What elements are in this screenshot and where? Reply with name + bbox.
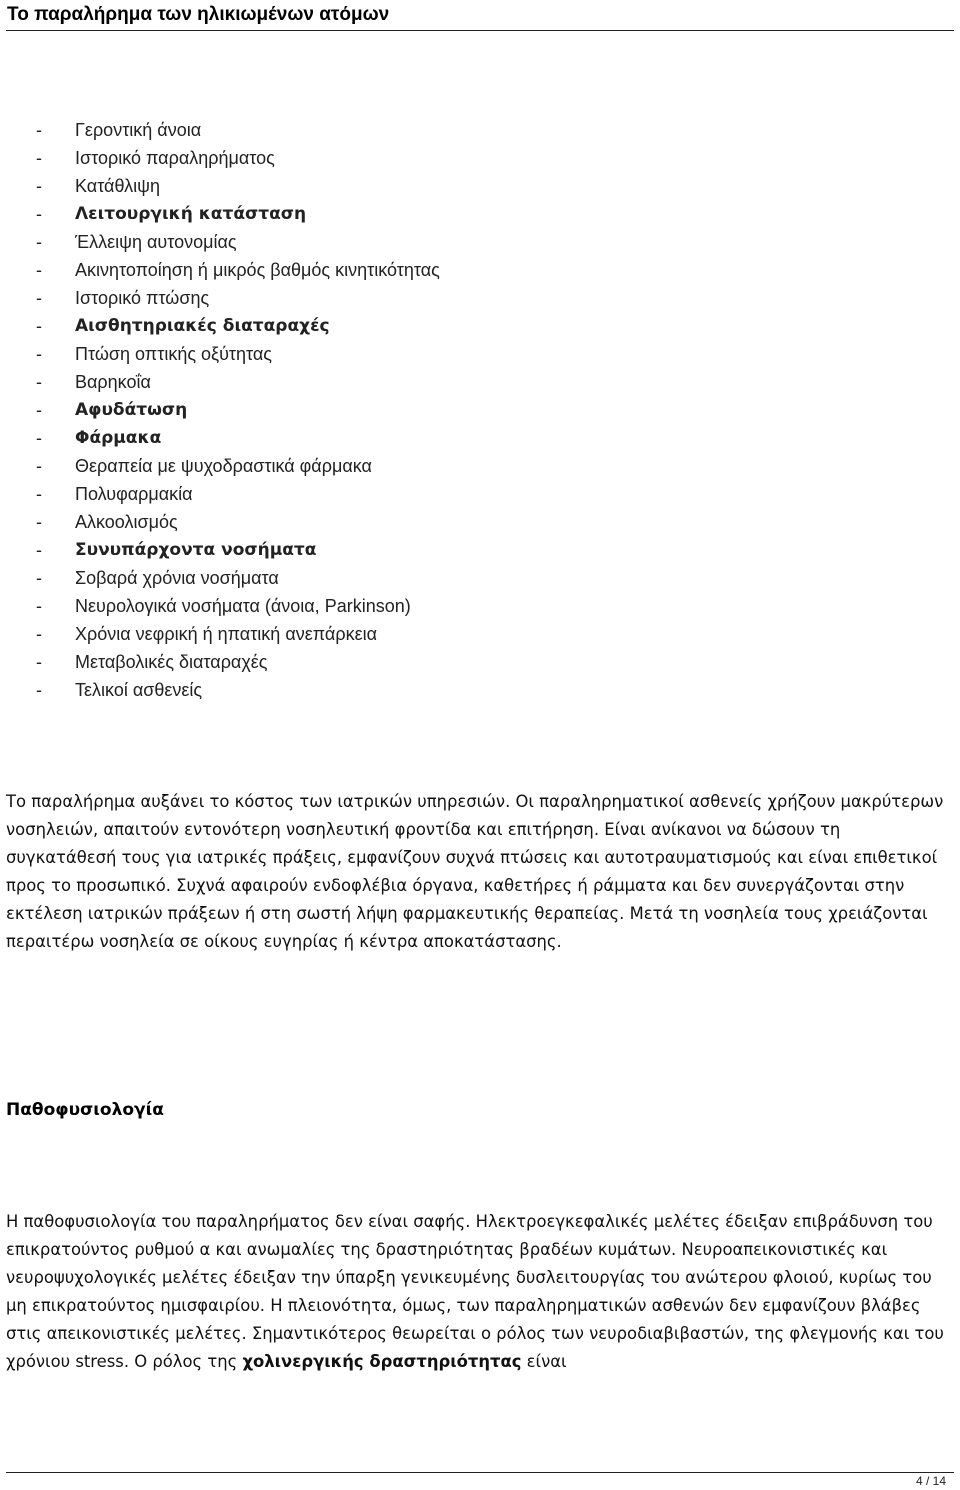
list-item-dash: -: [36, 456, 42, 476]
list-item-dash: -: [36, 232, 42, 252]
list-item-dash: -: [36, 652, 42, 672]
paragraph-pathophysiology-text: Η παθοφυσιολογία του παραληρήματος δεν είναι σαφής. Ηλεκτροεγκεφαλικές μελέτες έδειξαν επιβράδυνση του επικρατούντος ρυθμού α και ανωμαλίες της δραστηριότητας βραδέων κυμάτων. Νευροαπεικονιστικές και νευροψυχολογικές μελέτες έδειξαν την ύπαρξη γενικευμένης δυσλειτουργίας του ανώτερου φλοιού, κυρίως του μη επικρατούντος ημισφαιρίου. Η πλειονότητα, όμως, των παραληρηματικών ασθενών δεν εμφανίζουν βλάβες στις απεικονιστικές μελέτες. Σημαντικότερος θεωρείται ο ρόλος των νευροδιαβιβαστών, της φλεγμονής και του χρόνιου stress. Ο ρόλος της: [6, 1212, 944, 1371]
list-item-dash: -: [36, 512, 42, 532]
list-item-dash: -: [36, 568, 42, 588]
list-item-dash: -: [36, 624, 42, 644]
list-item-text: Κατάθλιψη: [75, 176, 160, 196]
document-title: Το παραλήρημα των ηλικιωμένων ατόμων: [7, 4, 390, 25]
list-item-dash: -: [36, 148, 42, 168]
list-item-text: Μεταβολικές διαταραχές: [75, 652, 268, 672]
list-item-text: Ιστορικό πτώσης: [75, 288, 210, 308]
paragraph-pathophysiology-tail: είναι: [521, 1352, 567, 1371]
list-item-dash: -: [36, 176, 42, 196]
footer-divider: [6, 1472, 954, 1473]
list-item-dash: -: [36, 596, 42, 616]
list-item-text: Τελικοί ασθενείς: [75, 680, 203, 700]
list-item-dash: -: [36, 288, 42, 308]
list-item-dash: -: [36, 680, 42, 700]
list-item-dash: -: [36, 344, 42, 364]
list-item-category: Λειτουργική κατάσταση: [75, 204, 307, 224]
paragraph-pathophysiology-emphasis: χολινεργικής δραστηριότητας: [242, 1352, 522, 1371]
list-item-dash: -: [36, 400, 42, 420]
list-item-category: Συνυπάρχοντα νοσήματα: [75, 540, 317, 560]
list-item-category: Αισθητηριακές διαταραχές: [75, 316, 330, 336]
list-item-dash: -: [36, 260, 42, 280]
list-item-text: Χρόνια νεφρική ή ηπατική ανεπάρκεια: [75, 624, 377, 644]
paragraph-costs: Το παραλήρημα αυξάνει το κόστος των ιατρικών υπηρεσιών. Οι παραληρηματικοί ασθενείς χρήζουν μακρύτερων νοσηλειών, απαιτούν εντονότερη νοσηλευτική φροντίδα και επιτήρηση. Είναι ανίκανοι να δώσουν τη συγκατάθεσή τους για ιατρικές πράξεις, εμφανίζουν συχνά πτώσεις και αυτοτραυματισμούς και είναι επιθετικοί προς το προσωπικό. Συχνά αφαιρούν ενδοφλέβια όργανα, καθετήρες ή ράμματα και δεν συνεργάζονται στην εκτέλεση ιατρικών πράξεων ή στη σωστή λήψη φαρμακευτικής θεραπείας. Μετά τη νοσηλεία τους χρειάζονται περαιτέρω νοσηλεία σε οίκους ευγηρίας ή κέντρα αποκατάστασης.: [6, 792, 944, 951]
list-item-dash: -: [36, 204, 42, 224]
list-item-dash: -: [36, 120, 42, 140]
section-heading-pathophysiology: Παθοφυσιολογία: [6, 1100, 164, 1120]
paragraph-pathophysiology: [6, 1208, 954, 1376]
list-item-dash: -: [36, 428, 42, 448]
list-item-text: Πτώση οπτικής οξύτητας: [75, 344, 272, 364]
list-item-category: Φάρμακα: [75, 428, 162, 448]
list-item-text: Νευρολογικά νοσήματα (άνοια, Parkinson): [75, 596, 411, 616]
list-item-dash: -: [36, 540, 42, 560]
list-item-text: Έλλειψη αυτονομίας: [75, 232, 237, 252]
list-item-text: Ιστορικό παραληρήματος: [75, 148, 275, 168]
list-item-category: Αφυδάτωση: [75, 400, 188, 420]
page-number: 4 / 14: [915, 1474, 946, 1488]
list-item-dash: -: [36, 484, 42, 504]
list-item-text: Αλκοολισμός: [75, 512, 178, 532]
list-item-dash: -: [36, 372, 42, 392]
list-item-text: Πολυφαρμακία: [75, 484, 193, 504]
list-item-text: Γεροντική άνοια: [75, 120, 202, 140]
header-divider: [6, 30, 954, 31]
list-item-text: Ακινητοποίηση ή μικρός βαθμός κινητικότητας: [75, 260, 440, 280]
list-item-text: Σοβαρά χρόνια νοσήματα: [75, 568, 279, 588]
list-item-text: Βαρηκοΐα: [75, 372, 151, 392]
list-item-dash: -: [36, 316, 42, 336]
list-item-text: Θεραπεία με ψυχοδραστικά φάρμακα: [75, 456, 372, 476]
